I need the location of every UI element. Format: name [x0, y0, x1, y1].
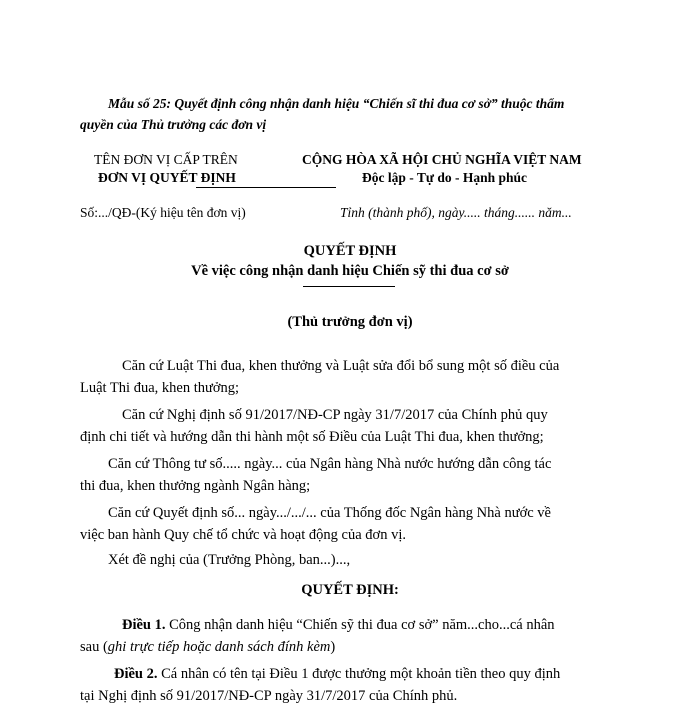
preamble-p4-line2: việc ban hành Quy chế tổ chức và hoạt động của đơn vị. — [80, 527, 406, 543]
national-motto: Độc lập - Tự do - Hạnh phúc — [362, 170, 528, 185]
preamble-p2-line1: Căn cứ Nghị định số 91/2017/NĐ-CP ngày 31/7/2017 của Chính phủ quy — [122, 407, 548, 423]
article2-line1 — [114, 666, 560, 683]
document-subtitle: Về việc công nhận danh hiệu Chiến sỹ thi đua cơ sở — [191, 263, 509, 279]
deciding-unit-name: ĐƠN VỊ QUYẾT ĐỊNH — [98, 170, 236, 185]
preamble-p3-line2: thi đua, khen thưởng ngành Ngân hàng; — [80, 478, 311, 494]
superior-unit-name: TÊN ĐƠN VỊ CẤP TRÊN — [94, 152, 238, 167]
article1-line2-suffix: ) — [330, 639, 336, 655]
decision-heading: QUYẾT ĐỊNH: — [301, 582, 399, 598]
article2-text: Cá nhân có tên tại Điều 1 được thưởng một khoản tiền theo quy định — [157, 666, 561, 682]
article1-label: Điều 1. — [122, 617, 166, 633]
preamble-p1-line2: Luật Thi đua, khen thưởng; — [80, 380, 240, 396]
article2-label: Điều 2. — [114, 666, 158, 682]
form-note-line2: quyền của Thủ trưởng các đơn vị — [80, 117, 267, 132]
article2-line2: tại Nghị định số 91/2017/NĐ-CP ngày 31/7/2017 của Chính phủ. — [80, 688, 458, 704]
preamble-p5: Xét đề nghị của (Trưởng Phòng, ban...)..., — [108, 552, 351, 568]
preamble-p3-line1: Căn cứ Thông tư số..... ngày... của Ngân hàng Nhà nước hướng dẫn công tác — [108, 456, 552, 472]
article1-text: Công nhận danh hiệu “Chiến sỹ thi đua cơ sở” năm...cho...cá nhân — [165, 617, 555, 633]
national-title: CỘNG HÒA XÃ HỘI CHỦ NGHĨA VIỆT NAM — [302, 152, 582, 167]
preamble-p4-line1: Căn cứ Quyết định số... ngày.../.../... của Thống đốc Ngân hàng Nhà nước về — [108, 505, 551, 521]
form-note-line1: Mẫu số 25: Quyết định công nhận danh hiệu “Chiến sĩ thi đua cơ sở” thuộc thẩm — [108, 96, 565, 111]
issuing-authority: (Thủ trưởng đơn vị) — [287, 314, 413, 330]
article1-line2-prefix: sau ( — [80, 639, 108, 655]
document-number: Số:.../QĐ-(Ký hiệu tên đơn vị) — [80, 205, 246, 220]
document-title: QUYẾT ĐỊNH — [303, 243, 397, 259]
preamble-p2-line2: định chi tiết và hướng dẫn thi hành một số Điều của Luật Thi đua, khen thưởng; — [80, 429, 544, 445]
article1-line1 — [122, 617, 555, 634]
article1-line2 — [80, 639, 335, 656]
place-date: Tỉnh (thành phố), ngày..... tháng...... năm... — [340, 205, 572, 220]
subtitle-underline — [303, 286, 395, 287]
header-left-underline — [196, 187, 336, 188]
preamble-p1-line1: Căn cứ Luật Thi đua, khen thưởng và Luật sửa đổi bổ sung một số điều của — [122, 358, 560, 374]
article1-line2-italic: ghi trực tiếp hoặc danh sách đính kèm — [107, 639, 331, 655]
